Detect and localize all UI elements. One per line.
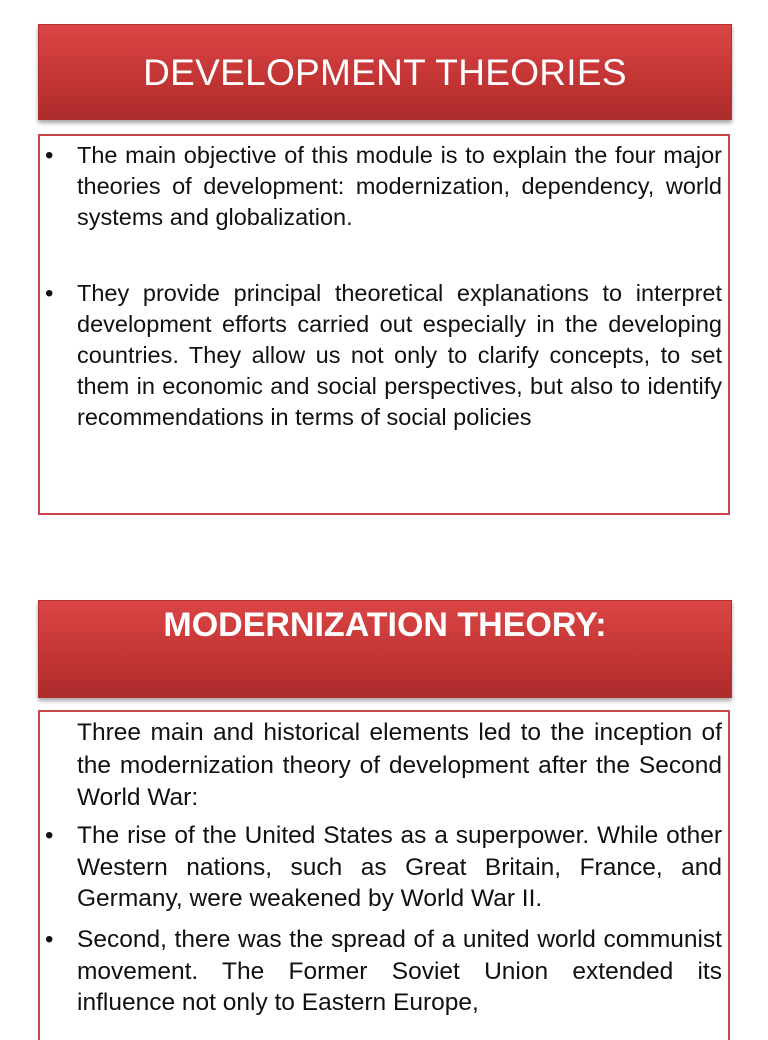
- bullet-glyph: •: [45, 142, 54, 169]
- bullet-text-communist-movement: Second, there was the spread of a united world communist movement. The Former Soviet Union extended its influence not only to Eastern Europe,: [77, 926, 722, 1016]
- bullet-text-objective: The main objective of this module is to explain the four major theories of development: modernization, dependency, world systems and globalization.: [77, 142, 722, 230]
- slide-title-modernization-theory: MODERNIZATION THEORY:: [163, 606, 607, 644]
- intro-text: Three main and historical elements led to the inception of the modernization theory of development after the Second World War:: [77, 719, 722, 811]
- slide-title-development-theories: DEVELOPMENT THEORIES: [143, 52, 627, 93]
- slide-title-bar-development: [38, 24, 732, 120]
- bullet-text-explanations: They provide principal theoretical explanations to interpret development efforts carried out especially in the developing countries. They allow us not only to clarify concepts, to set them in economic and social perspectives, but also to identify recommendations in terms of social policies: [77, 280, 722, 430]
- bullet-glyph: •: [45, 280, 54, 307]
- slide-title-bar-modernization: [38, 600, 732, 698]
- bullet-text-united-states: The rise of the United States as a superpower. While other Western nations, such as Great Britain, France, and Germany, were weakened by World War II.: [77, 822, 722, 912]
- content-box-development: [38, 134, 730, 515]
- content-box-modernization: [38, 710, 730, 1040]
- bullet-glyph: •: [45, 822, 54, 849]
- bullet-glyph: •: [45, 926, 54, 953]
